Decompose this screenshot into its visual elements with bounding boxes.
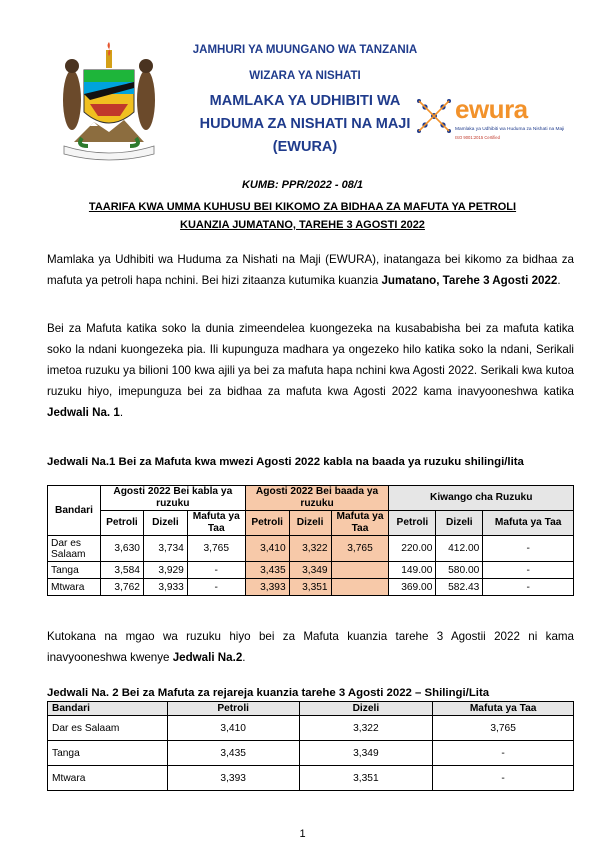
cell: 3,351 <box>299 766 433 791</box>
paragraph-intro: Mamlaka ya Udhibiti wa Huduma za Nishati na Maji (EWURA), inatangaza bei kikomo za bidhaa za mafuta ya petroli hapa nchini. Bei hizi zitaanza kutumika kuanzia Jumatano, Tarehe 3 Agosti 2022. <box>47 253 574 287</box>
ewura-iso-note: ISO 9001:2015 Certified <box>455 135 500 140</box>
table-row <box>48 579 574 596</box>
cell: - <box>483 562 574 579</box>
sub-header: Dizeli <box>436 511 483 536</box>
col-header-bandari: Bandari <box>48 702 168 716</box>
header-authority-acronym: (EWURA) <box>272 139 338 155</box>
sub-header: Petroli <box>245 511 289 536</box>
cell <box>331 579 389 596</box>
col-header-mafuta-ya-taa: Mafuta ya Taa <box>433 702 574 716</box>
cell: - <box>187 579 245 596</box>
sub-header: Mafuta ya Taa <box>483 511 574 536</box>
cell: 3,933 <box>143 579 187 596</box>
cell: - <box>483 536 574 562</box>
sub-header: Dizeli <box>289 511 331 536</box>
table-row <box>48 536 574 562</box>
cell: 369.00 <box>389 579 436 596</box>
cell: - <box>483 579 574 596</box>
port-name: Dar es Salaam <box>48 536 101 562</box>
cell: 3,393 <box>245 579 289 596</box>
cell: 3,584 <box>100 562 143 579</box>
paragraph-allocation: Kutokana na mgao wa ruzuku hiyo bei za Mafuta kuanzia tarehe 3 Agostii 2022 ni kama inavyooneshwa kwenye Jedwali Na.2. <box>47 630 574 664</box>
ewura-logo <box>415 94 565 149</box>
sub-header: Petroli <box>389 511 436 536</box>
coat-of-arms-icon <box>54 42 164 162</box>
header-ministry: WIZARA YA NISHATI <box>249 70 361 82</box>
cell: 412.00 <box>436 536 483 562</box>
col-header-dizeli: Dizeli <box>299 702 433 716</box>
letterhead <box>0 0 605 170</box>
table-row <box>48 562 574 579</box>
cell: 3,765 <box>187 536 245 562</box>
reference-number: KUMB: PPR/2022 - 08/1 <box>241 179 364 191</box>
notice-title-line1: TAARIFA KWA UMMA KUHUSU BEI KIKOMO ZA BIDHAA ZA MAFUTA YA PETROLI <box>88 201 517 213</box>
price-comparison-table <box>47 485 574 596</box>
cell: 3,762 <box>100 579 143 596</box>
paragraph-subsidy: Bei za Mafuta katika soko la dunia zimeendelea kuongezeka na kusababisha bei za mafuta katika soko la ndani kuongezeka pia. Ili kupunguza madhara ya ongezeko hilo katika soko la ndani, Serikali imetoa ruzuku ya bilioni 100 kwa ajili ya bei za mafuta hapa nchini kwa Agosti 2022. Serikali kwa kutoa ruzuku hiyo, imepunguza bei za bidhaa za mafuta kwa Agosti 2022 kama inavyooneshwa katika Jedwali Na. 1. <box>47 322 574 419</box>
cell: 3,765 <box>331 536 389 562</box>
cell: 3,322 <box>289 536 331 562</box>
sub-header: Mafuta ya Taa <box>331 511 389 536</box>
cell: - <box>433 741 574 766</box>
cell: 3,410 <box>167 716 299 741</box>
ewura-tagline: Mamlaka ya Udhibiti wa Huduma za Nishati na Maji <box>455 127 565 132</box>
table-row <box>48 766 574 791</box>
port-name: Tanga <box>48 741 168 766</box>
cell: 582.43 <box>436 579 483 596</box>
table-row <box>48 741 574 766</box>
cell: 3,349 <box>299 741 433 766</box>
cell: 3,929 <box>143 562 187 579</box>
cell: 3,393 <box>167 766 299 791</box>
cell: 3,410 <box>245 536 289 562</box>
port-name: Dar es Salaam <box>48 716 168 741</box>
col-header-petroli: Petroli <box>167 702 299 716</box>
cell: 149.00 <box>389 562 436 579</box>
table1-caption: Jedwali Na.1 Bei za Mafuta kwa mwezi Agosti 2022 kabla na baada ya ruzuku shilingi/lita <box>47 456 524 468</box>
group-subsidy-header: Kiwango cha Ruzuku <box>389 486 574 511</box>
page-number: 1 <box>299 828 306 840</box>
cell <box>331 562 389 579</box>
cell: 3,349 <box>289 562 331 579</box>
sub-header: Dizeli <box>143 511 187 536</box>
cell: 580.00 <box>436 562 483 579</box>
cell: 3,435 <box>167 741 299 766</box>
cell: 3,351 <box>289 579 331 596</box>
table2-caption: Jedwali Na. 2 Bei za Mafuta za rejareja kuanzia tarehe 3 Agosti 2022 – Shilingi/Lita <box>47 687 490 699</box>
cell: 220.00 <box>389 536 436 562</box>
notice-title-line2: KUANZIA JUMATANO, TAREHE 3 AGOSTI 2022 <box>180 219 425 231</box>
sub-header: Mafuta ya Taa <box>187 511 245 536</box>
cell: - <box>433 766 574 791</box>
ewura-star-icon <box>415 96 453 136</box>
cell: 3,435 <box>245 562 289 579</box>
port-name: Tanga <box>48 562 101 579</box>
group-before-header: Agosti 2022 Bei kabla ya ruzuku <box>100 486 245 511</box>
header-authority-line2: HUDUMA ZA NISHATI NA MAJI <box>199 116 411 132</box>
cell: 3,630 <box>100 536 143 562</box>
cell: - <box>187 562 245 579</box>
sub-header: Petroli <box>100 511 143 536</box>
retail-price-table <box>47 701 574 791</box>
port-name: Mtwara <box>48 766 168 791</box>
cell: 3,322 <box>299 716 433 741</box>
port-name: Mtwara <box>48 579 101 596</box>
col-bandari-header: Bandari <box>48 486 101 536</box>
header-authority-line1: MAMLAKA YA UDHIBITI WA <box>209 93 401 109</box>
cell: 3,734 <box>143 536 187 562</box>
group-after-header: Agosti 2022 Bei baada ya ruzuku <box>245 486 389 511</box>
header-republic: JAMHURI YA MUUNGANO WA TANZANIA <box>192 44 418 56</box>
table-row <box>48 716 574 741</box>
cell: 3,765 <box>433 716 574 741</box>
ewura-wordmark: ewura <box>455 94 528 124</box>
